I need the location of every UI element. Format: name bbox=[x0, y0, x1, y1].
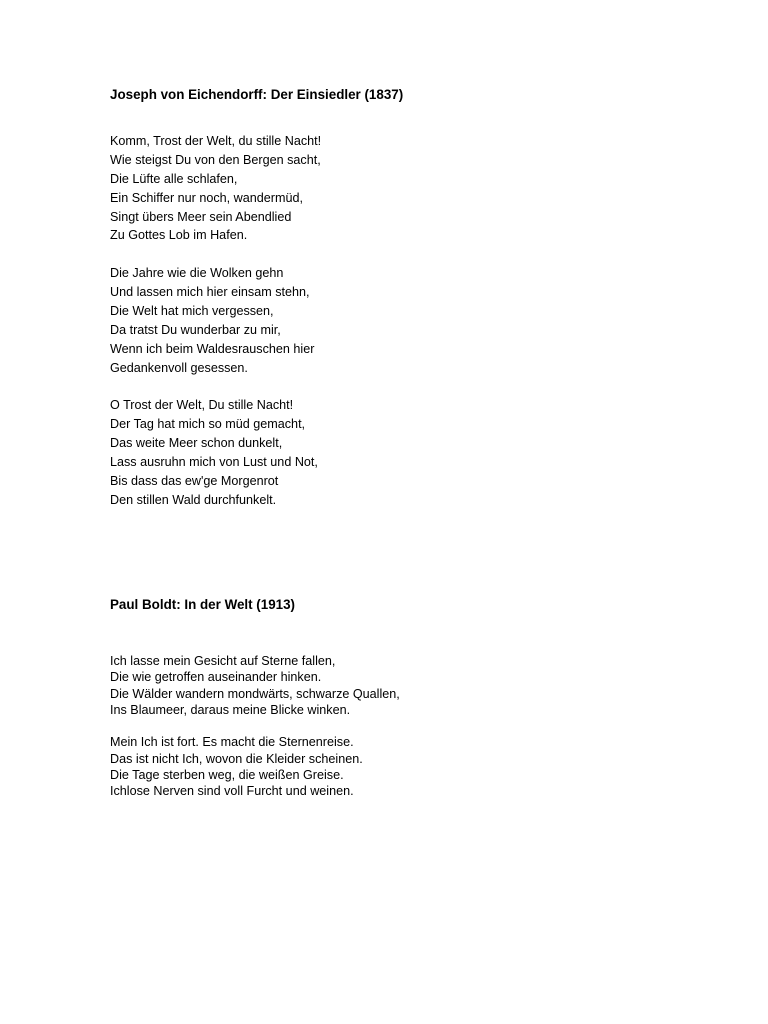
poem-line: Das ist nicht Ich, wovon die Kleider scheinen. bbox=[110, 751, 363, 766]
poem-boldt bbox=[110, 596, 710, 799]
poem-line: Gedankenvoll gesessen. bbox=[110, 360, 248, 375]
poem-line: Ich lasse mein Gesicht auf Sterne fallen, bbox=[110, 654, 336, 668]
poem-line: Wenn ich beim Waldesrauschen hier bbox=[110, 341, 315, 356]
poem-line: Die Jahre wie die Wolken gehn bbox=[110, 266, 284, 281]
stanza bbox=[110, 132, 321, 245]
poem-line: O Trost der Welt, Du stille Nacht! bbox=[110, 398, 294, 413]
poem-line: Singt übers Meer sein Abendlied bbox=[110, 209, 292, 224]
stanza bbox=[110, 653, 400, 718]
poem-line: Und lassen mich hier einsam stehn, bbox=[110, 285, 310, 300]
poem-line: Die Lüfte alle schlafen, bbox=[110, 171, 238, 186]
poem-line: Mein Ich ist fort. Es macht die Sternenreise. bbox=[110, 735, 354, 750]
poem-line: Da tratst Du wunderbar zu mir, bbox=[110, 322, 281, 337]
poem-line: Bis dass das ew'ge Morgenrot bbox=[110, 474, 279, 489]
poem-eichendorff bbox=[110, 86, 710, 507]
poem-line: Wie steigst Du von den Bergen sacht, bbox=[110, 152, 321, 167]
poem-body bbox=[110, 653, 400, 800]
poem-line: Die Welt hat mich vergessen, bbox=[110, 304, 274, 319]
poem-line: Ein Schiffer nur noch, wandermüd, bbox=[110, 190, 303, 205]
stanza bbox=[110, 734, 400, 799]
stanza bbox=[110, 396, 321, 509]
poem-line: Der Tag hat mich so müd gemacht, bbox=[110, 417, 306, 432]
poem-line: Lass ausruhn mich von Lust und Not, bbox=[110, 455, 318, 470]
poem-title: Joseph von Eichendorff: Der Einsiedler (1837) bbox=[110, 87, 404, 102]
poem-line: Zu Gottes Lob im Hafen. bbox=[110, 228, 248, 243]
poem-line: Ins Blaumeer, daraus meine Blicke winken. bbox=[110, 702, 351, 717]
poem-line: Ichlose Nerven sind voll Furcht und weinen. bbox=[110, 784, 354, 799]
poem-body bbox=[110, 132, 321, 510]
poem-line: Den stillen Wald durchfunkelt. bbox=[110, 492, 277, 507]
poem-line: Die wie getroffen auseinander hinken. bbox=[110, 670, 322, 685]
poem-title: Paul Boldt: In der Welt (1913) bbox=[110, 597, 296, 612]
poem-line: Die Tage sterben weg, die weißen Greise. bbox=[110, 768, 344, 783]
poem-line: Komm, Trost der Welt, du stille Nacht! bbox=[110, 134, 322, 148]
poem-line: Die Wälder wandern mondwärts, schwarze Quallen, bbox=[110, 686, 400, 701]
poem-line: Das weite Meer schon dunkelt, bbox=[110, 436, 283, 451]
stanza bbox=[110, 264, 321, 377]
